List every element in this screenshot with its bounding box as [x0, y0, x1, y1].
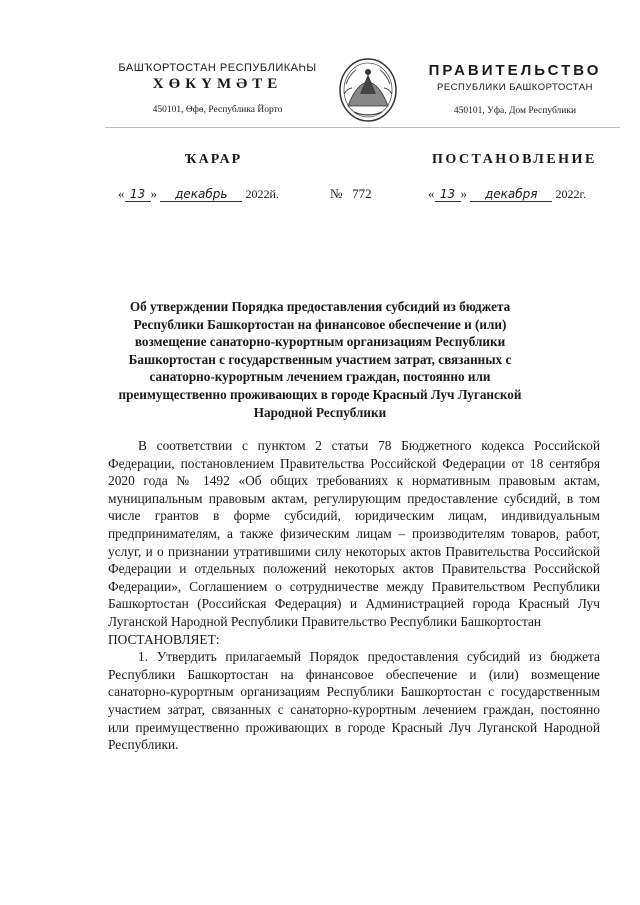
date-left-suffix: й. [269, 187, 279, 201]
document-title: Об утверждении Порядка предоставления субсидий из бюджета Республики Башкортостан на финансовое обеспечение и (или) возмещение санаторно-курортным организациям Республики Башкортостан с государственным участием затрат, связанных с санаторно-курортным лечением граждан, постоянно или преимущественно проживающих в городе Красный Луч Луганской Народной Республики [118, 299, 522, 420]
decree-number-sign: № [330, 186, 343, 201]
date-right-day: 13 [435, 187, 461, 202]
date-right-open-quote: « [428, 186, 435, 201]
date-left-open-quote: « [118, 186, 125, 201]
date-left-day: 13 [125, 187, 151, 202]
coat-of-arms-icon [336, 54, 400, 124]
header-left-line1: БАШҠОРТОСТАН РЕСПУБЛИКАҺЫ [118, 62, 317, 74]
header-left-block [105, 62, 330, 115]
header-left-address: 450101, Өфө, Республика Йорто [152, 105, 283, 115]
doc-type-russian: ПОСТАНОВЛЕНИЕ [432, 152, 597, 167]
header-right-address: 450101, Уфа, Дом Республики [453, 106, 577, 116]
doc-type-bashkir: ҠАРАР [185, 152, 243, 167]
date-left-year: 2022 [245, 187, 270, 201]
decree-number [330, 186, 372, 202]
date-left [118, 186, 279, 202]
date-left-month: декабрь [160, 187, 242, 202]
date-left-close-quote: » [150, 186, 157, 201]
header-divider [105, 127, 620, 128]
date-right-close-quote: » [460, 186, 467, 201]
decree-word: ПОСТАНОВЛЯЕТ: [108, 631, 220, 647]
header-left-line2: ХӨКҮМӘТЕ [152, 76, 283, 92]
header-right-line2: РЕСПУБЛИКИ БАШКОРТОСТАН [437, 82, 593, 93]
decree-number-value: 772 [352, 186, 372, 201]
header-right-line1: ПРАВИТЕЛЬСТВО [428, 62, 602, 79]
document-body [108, 437, 600, 754]
preamble-paragraph: В соответствии с пунктом 2 статьи 78 Бюджетного кодекса Российской Федерации, постановлением Правительства Российской Федерации от 18 сентября 2020 года № 1492 «Об общих требованиях к нормативным правовым актам, муниципальным правовым актам, регулирующим предоставление субсидий, в том числе грантов в форме субсидий, юридическим лицам, индивидуальным предпринимателям, а также физическим лицам – производителям товаров, работ, услуг, и о признании утратившими силу некоторых актов Правительства Российской Федерации и отдельных положений некоторых актов Правительства Российской Федерации», Соглашением о сотрудничестве между Правительством Республики Башкортостан (Российская Федерация) и Администрацией города Красный Луч Луганской Народной Республики Правительство Республики Башкортостан [108, 438, 600, 629]
date-right-month: декабря [470, 187, 552, 202]
date-right-suffix: г. [579, 187, 587, 201]
header-right-block [410, 62, 620, 116]
item-1-paragraph: 1. Утвердить прилагаемый Порядок предоставления субсидий из бюджета Республики Башкортостан на финансовое обеспечение и (или) возмещение санаторно-курортным организациям Республики Башкортостан с государственным участием затрат, связанных с санаторно-курортным лечением граждан, постоянно или преимущественно проживающих в городе Красный Луч Луганской Народной Республики. [108, 649, 600, 753]
date-right-year: 2022 [555, 187, 580, 201]
date-right [428, 186, 586, 202]
